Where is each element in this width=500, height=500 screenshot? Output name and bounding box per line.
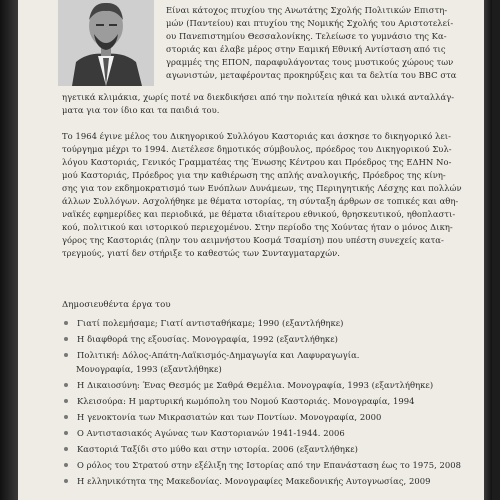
bio-text-line: ναϊκές εφημερίδες και περιοδικά, με θέματα ιδιαίτερου εθνικού, θρησκευτικού, ηθοπλαστι- [62, 209, 456, 219]
bio-text-line: στοριάς και έλαβε μέρος στην Εαμική Εθνική Αντίσταση από τις [166, 44, 446, 54]
bio-text-line: ματα για τον ίδιο και τα παιδιά του. [62, 105, 220, 115]
works-list-item: Η Δικαιοσύνη: Ένας Θεσμός με Σαθρά Θεμέλια. Μονογραφία, 1993 (εξαντλήθηκε) [64, 380, 433, 390]
works-list-item: Καστοριά Ταξίδι στο μύθο και στην ιστορία. 2006 (εξαντλήθηκε) [64, 444, 358, 454]
book-page [18, 0, 492, 500]
bio-text-line: γραμμές της ΕΠΟΝ, παραφυλάγοντας τους μυστικούς χώρους των [166, 57, 454, 67]
works-list-item: Γιατί πολεμήσαμε; Γιατί αντισταθήκαμε; 1990 (εξαντλήθηκε) [64, 318, 344, 328]
bullet-icon [64, 353, 68, 357]
bullet-icon [64, 383, 68, 387]
author-portrait-photo [58, 0, 154, 86]
right-page-edge [484, 0, 492, 500]
works-heading: Δημοσιευθέντα έργα του [62, 300, 171, 310]
bio-text-line: τούργημα μέχρι το 1994. Διετέλεσε δημοτικός σύμβουλος, πρόεδρος του Δικηγορικού Συλ- [62, 144, 452, 154]
bullet-icon [64, 321, 68, 325]
bio-text-line: μού Καστοριάς, Πρόεδρος για την καθιέρωση της απλής αναλογικής, Πρόεδρος της κίνη- [62, 170, 446, 180]
author-portrait-image [58, 0, 154, 86]
bullet-icon [64, 463, 68, 467]
works-list-item-continuation: Μονογραφία, 1993 (εξαντλήθηκε) [76, 364, 222, 374]
bio-text-line: μών (Παντείου) και πτυχίου της Νομικής Σχολής του Αριστοτελεί- [166, 18, 454, 28]
works-list-item: Πολιτική: Δόλος-Απάτη-Λαϊκισμός-Δημαγωγία και Λαφυραγωγία. [64, 350, 360, 360]
bio-text-line: κού, πολιτικού και ιστορικού περιεχομένου. Στην περίοδο της Χούντας ήταν ο μόνος Δικη- [62, 222, 453, 232]
bio-text-line: αγωνιστών, μεταφέροντας προκηρύξεις και τα δελτία του BBC στα [166, 70, 457, 80]
left-binding-shadow [0, 0, 18, 500]
bullet-icon [64, 447, 68, 451]
bio-text-line: λόγου Καστοριάς, Γενικός Γραμματέας της Ένωσης Κέντρου και Πρόεδρος της ΕΔΗΝ Νο- [62, 157, 452, 167]
bio-text-line: Είναι κάτοχος πτυχίου της Ανωτάτης Σχολής Πολιτικών Επιστη- [166, 5, 448, 15]
bio-text-line: ου Πανεπιστημίου Θεσσαλονίκης. Τελείωσε το γυμνάσιο της Κα- [166, 31, 447, 41]
works-list-item: Ο ρόλος του Στρατού στην εξέλιξη της Ιστορίας από την Επανάσταση έως το 1975, 2008 [64, 460, 461, 470]
bullet-icon [64, 337, 68, 341]
works-list-item: Ο Αντιστασιακός Αγώνας των Καστοριανών 1941-1944. 2006 [64, 428, 345, 438]
bio-text-line: τρεγμούς, γιατί δεν στήριξε το καθεστώς των Συνταγματαρχών. [62, 248, 341, 258]
works-list-item: Η γενοκτονία των Μικρασιατών και των Ποντίων. Μονογραφία, 2000 [64, 412, 381, 422]
works-list-item: Κλεισούρα: Η μαρτυρική κωμόπολη του Νομού Καστοριάς. Μονογραφία, 1994 [64, 396, 414, 406]
works-list-item: Η διαφθορά της εξουσίας. Μονογραφία, 1992 (εξαντλήθηκε) [64, 334, 338, 344]
bullet-icon [64, 415, 68, 419]
works-list-item: Η ελληνικότητα της Μακεδονίας. Μονογραφίες Μακεδονικής Αυτογνωσίας, 2009 [64, 476, 431, 486]
bio-text-line: σης για τον εκδημοκρατισμό των Ενόπλων Δυνάμεων, της Περιηγητικής Λέσχης και πολλών [62, 183, 462, 193]
bullet-icon [64, 399, 68, 403]
bio-text-line: Το 1964 έγινε μέλος του Δικηγορικού Συλλόγου Καστοριάς και άσκησε το δικηγορικό λει- [62, 131, 452, 141]
bio-text-line: γόρος της Καστοριάς (πλην του αειμνήστου Κοσμά Τσαμίση) που υπέστη συνεχείς κατα- [62, 235, 444, 245]
bio-text-line: ηγετικά κλιμάκια, χωρίς ποτέ να διεκδικήσει από την πολιτεία ηθικά και υλικά ανταλλάγ- [62, 92, 455, 102]
bullet-icon [64, 479, 68, 483]
bullet-icon [64, 431, 68, 435]
bio-text-line: άλλων Συλλόγων. Ασχολήθηκε με θέματα ιστορίας, τη σύνταξη άρθρων σε τοπικές και αθη- [62, 196, 459, 206]
